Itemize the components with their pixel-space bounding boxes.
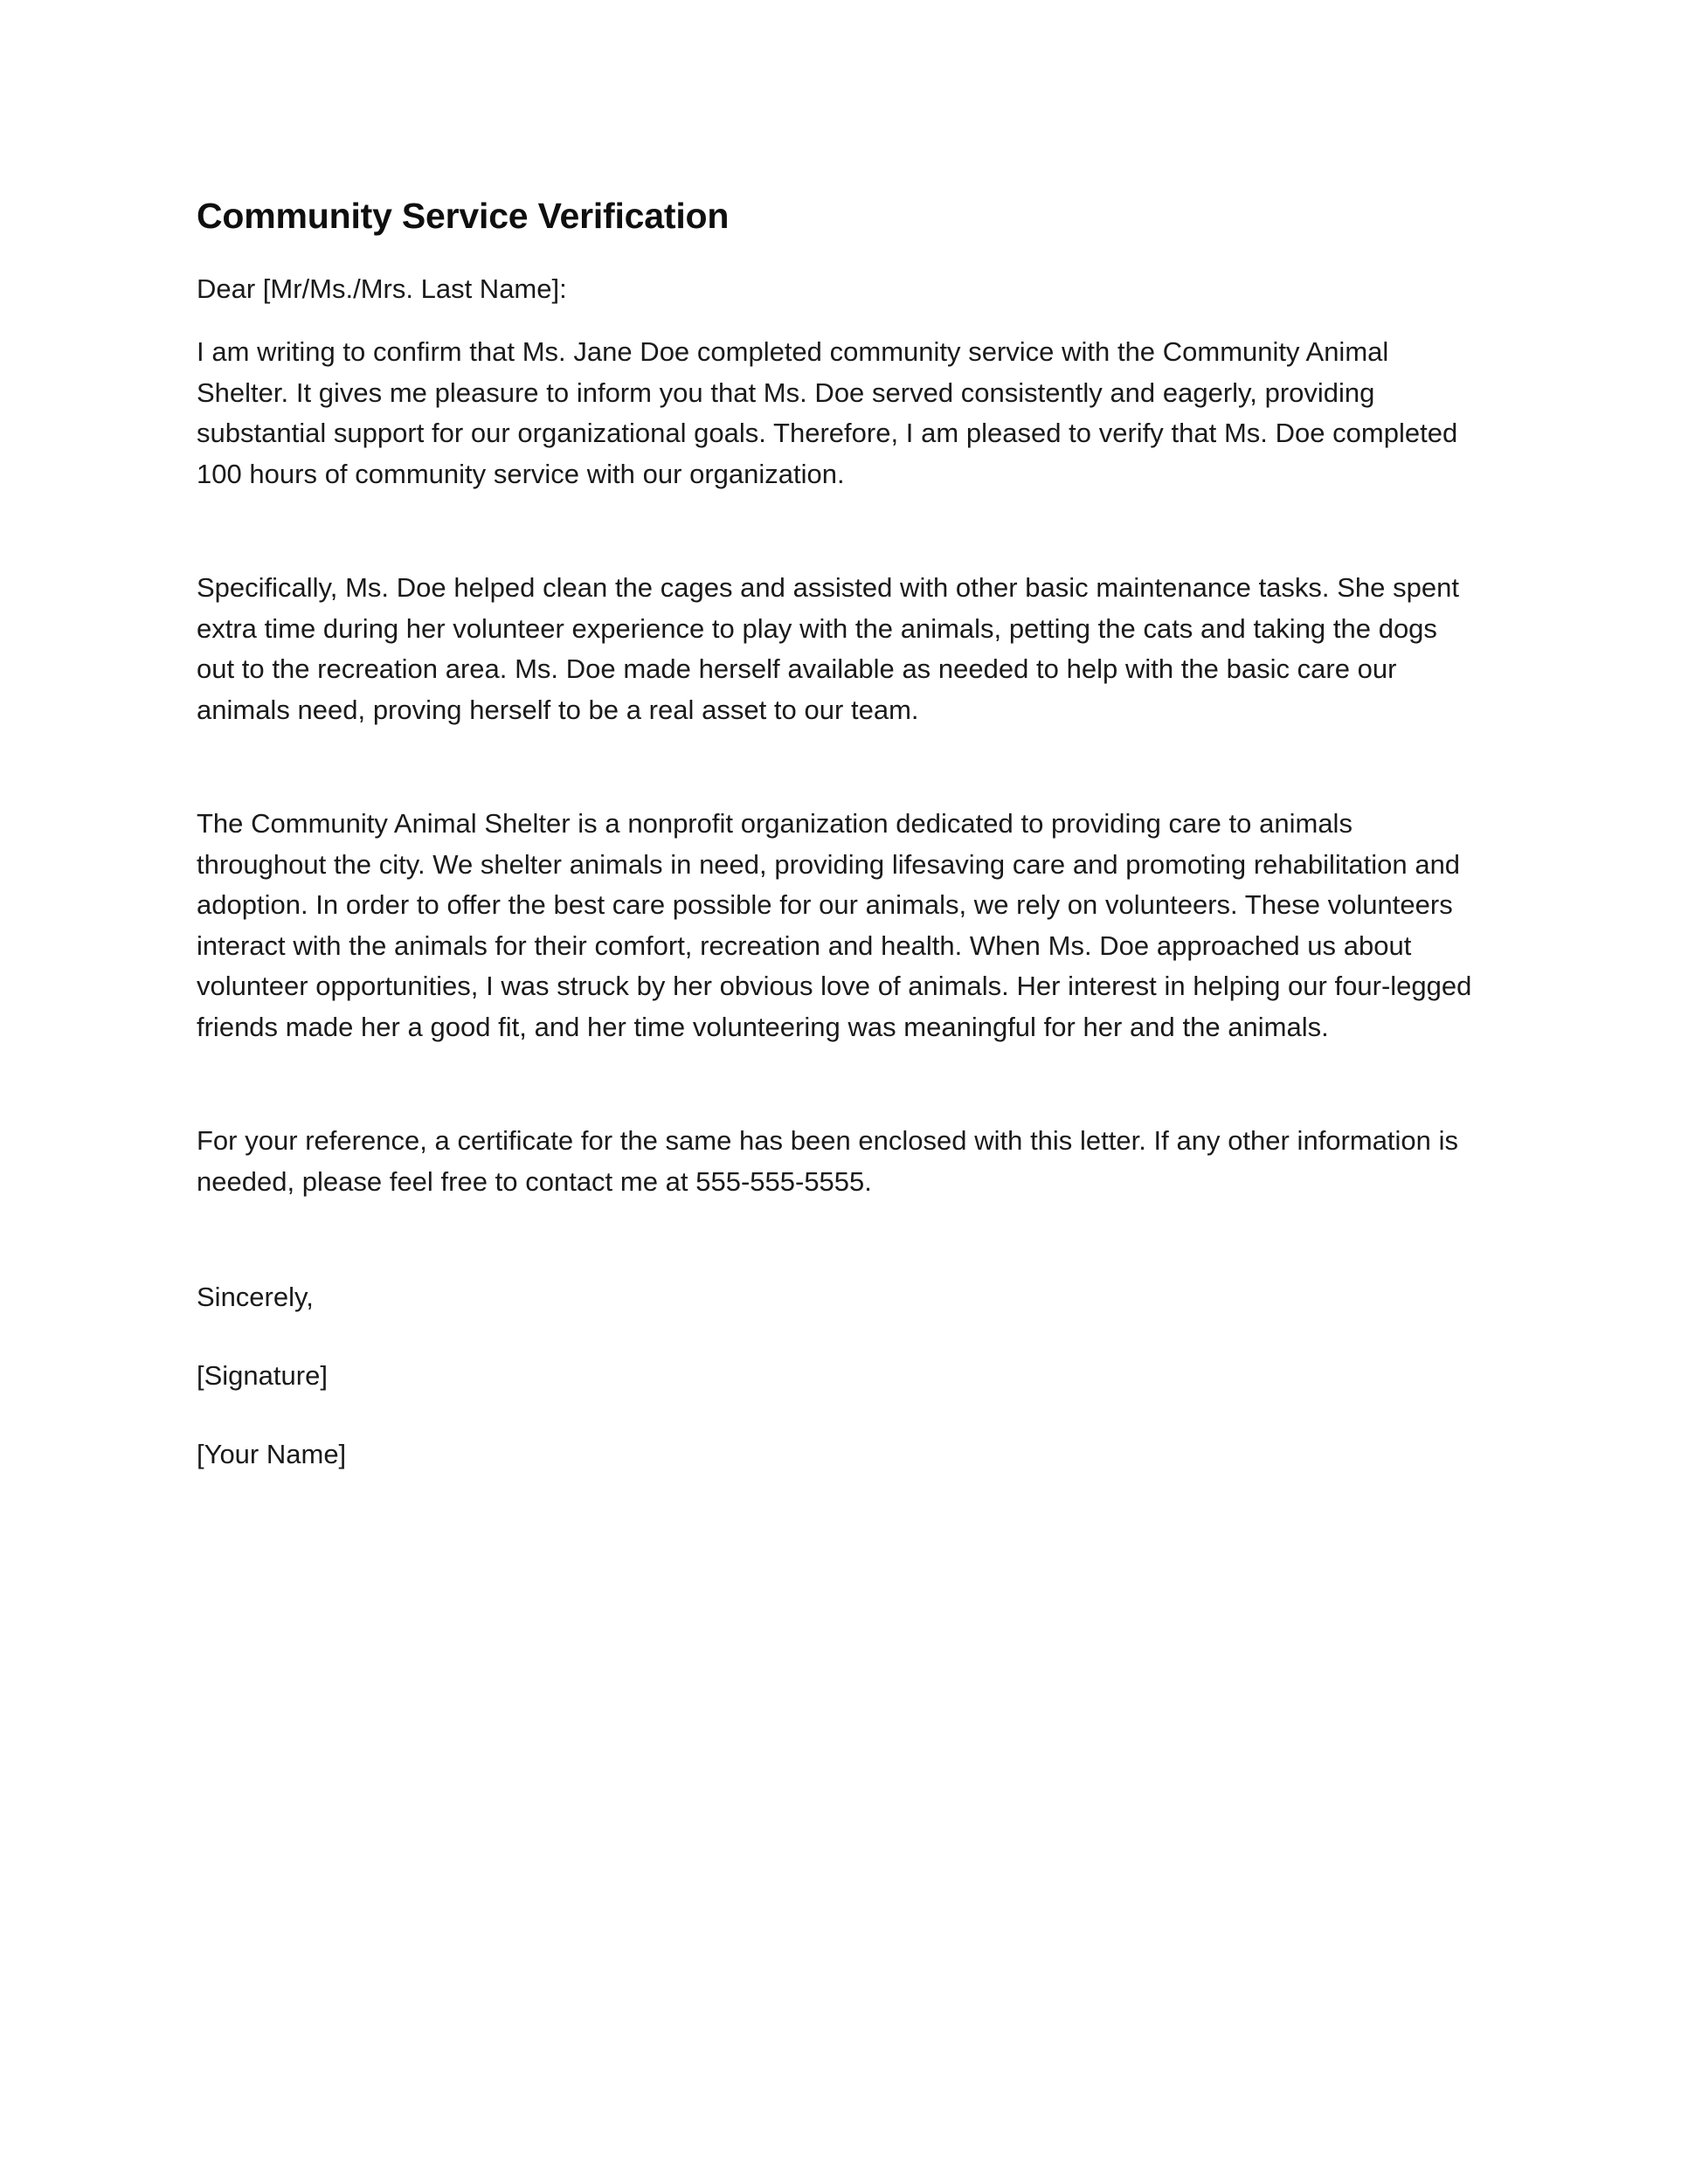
salutation: Dear [Mr/Ms./Mrs. Last Name]: [197, 273, 567, 304]
sender-name-placeholder: [Your Name] [197, 1439, 347, 1469]
valediction: Sincerely, [197, 1282, 314, 1312]
body-paragraph-3: The Community Animal Shelter is a nonprofit organization dedicated to providing care to animals throughout the city. We shelter animals in need, providing lifesaving care and promoting rehabilitation and adoption. In order to offer the best care possible for our animals, we rely on volunteers. These volunteers interact with the animals for their comfort, recreation and health. When Ms. Doe approached us about volunteer opportunities, I was struck by her obvious love of animals. Her interest in helping our four-legged friends made her a good fit, and her time volunteering was meaningful for her and the animals. [197, 808, 1472, 1042]
body-paragraph-2: Specifically, Ms. Doe helped clean the cages and assisted with other basic maintenance tasks. She spent extra time during her volunteer experience to play with the animals, petting the cats and taking the dogs out to the recreation area. Ms. Doe made herself available as needed to help with the basic care our animals need, proving herself to be a real asset to our team. [197, 572, 1459, 725]
letter-content [197, 194, 1479, 1475]
body-paragraph-4: For your reference, a certificate for the same has been enclosed with this letter. If any other information is needed, please feel free to contact me at 555-555-5555. [197, 1125, 1459, 1197]
closing-block [197, 1277, 1479, 1475]
signature-placeholder: [Signature] [197, 1360, 328, 1391]
body-paragraph-1: I am writing to confirm that Ms. Jane Doe completed community service with the Community Animal Shelter. It gives me pleasure to inform you that Ms. Doe served consistently and eagerly, providing substantial support for our organizational goals. Therefore, I am pleased to verify that Ms. Doe completed 100 hours of community service with our organization. [197, 336, 1458, 489]
page-title: Community Service Verification [197, 196, 730, 236]
